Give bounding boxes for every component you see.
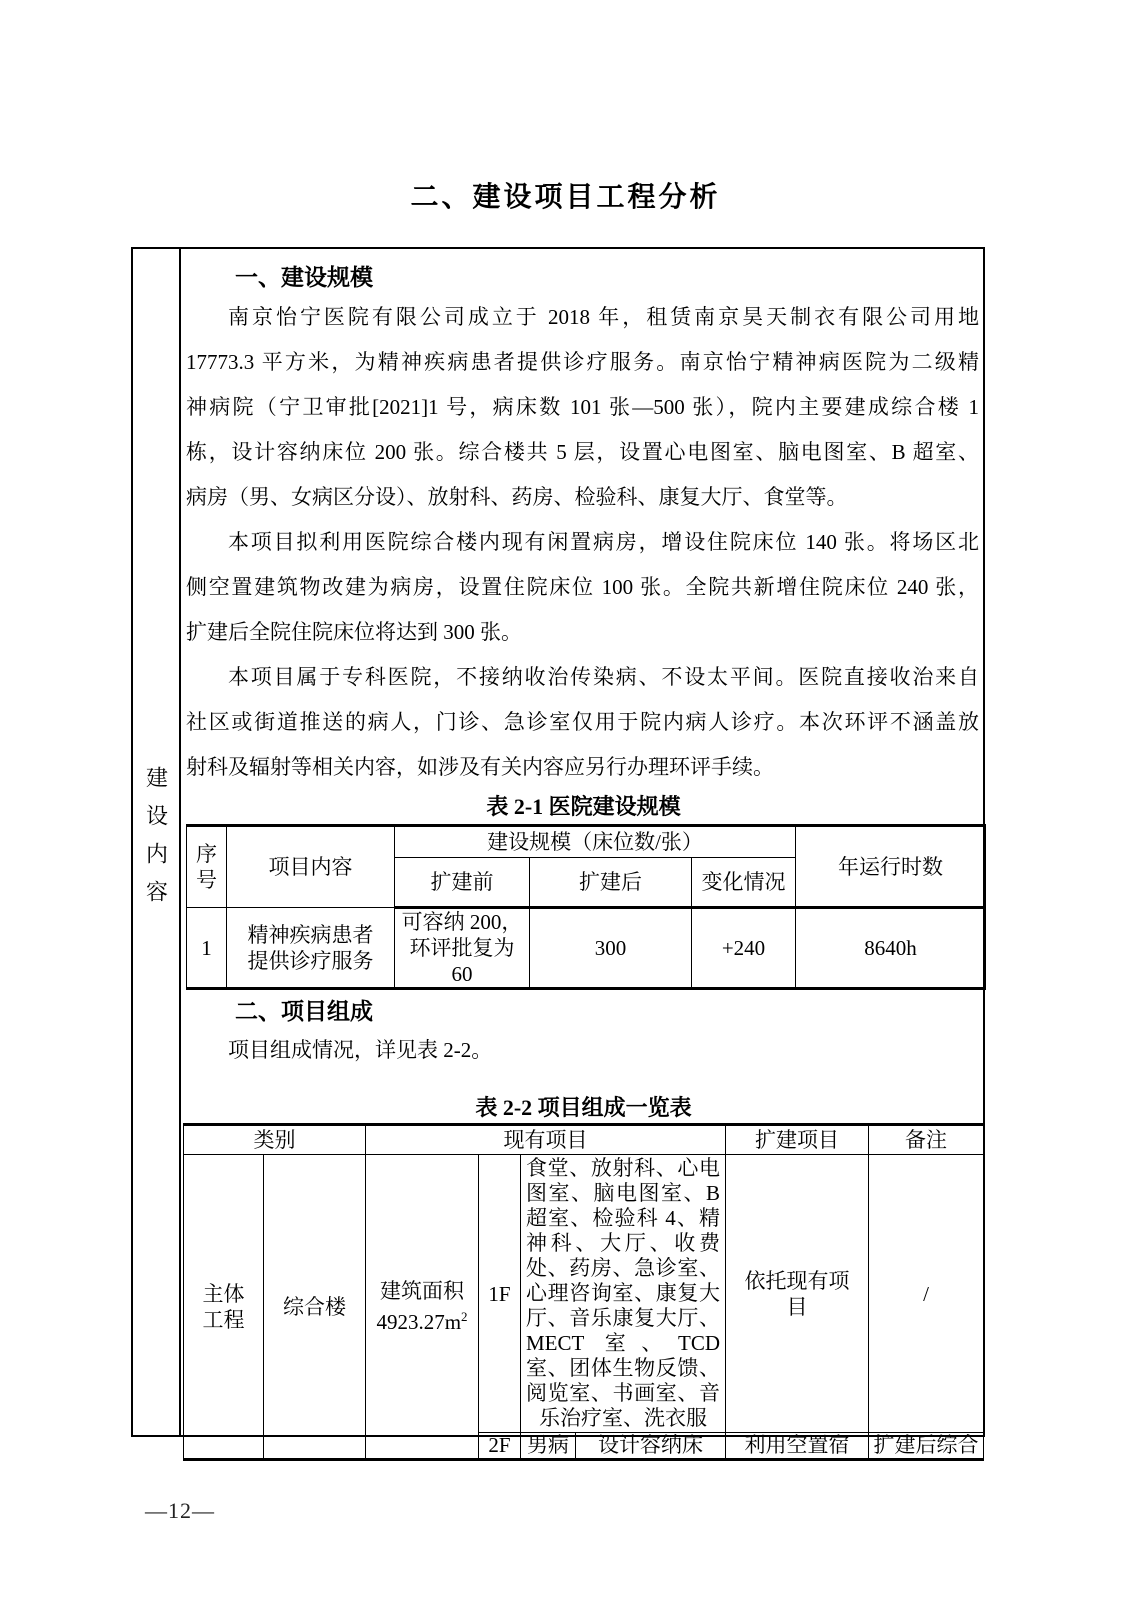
paragraph-line: 病房（男、女病区分设）、放射科、药房、检验科、康复大厅、食堂等。 <box>186 485 848 509</box>
paragraph-line: 神病院（宁卫审批[2021]1 号，病床数 101 张—500 张），院内主要建成综合楼 1 <box>186 395 979 419</box>
cell-floor2-expansion: 利用空置宿 <box>726 1433 869 1460</box>
sidebar-vertical-label: 建设内容 <box>143 766 169 918</box>
header-existing: 现有项目 <box>366 1125 726 1155</box>
header-change: 变化情况 <box>692 858 796 908</box>
section2-heading: 二、项目组成 <box>235 998 373 1024</box>
cell-floor2-remark: 扩建后综合 <box>869 1433 984 1460</box>
paragraph-line: 射科及辐射等相关内容，如涉及有关内容应另行办理环评手续。 <box>186 755 774 779</box>
table-hospital-scale <box>186 824 986 990</box>
cell-floor2: 2F <box>479 1433 521 1460</box>
header-scale-group: 建设规模（床位数/张） <box>395 826 796 858</box>
paragraph-line: 侧空置建筑物改建为病房，设置住院床位 100 张。全院共新增住院床位 240 张， <box>186 575 979 599</box>
header-hours: 年运行时数 <box>796 826 986 908</box>
cell-floor2-ward: 男病 <box>521 1433 576 1460</box>
cell-floor1-expansion: 依托现有项目 <box>726 1155 869 1433</box>
main-content <box>181 249 986 1457</box>
content-frame <box>131 247 985 1457</box>
cell-floor1: 1F <box>479 1155 521 1433</box>
header-before: 扩建前 <box>395 858 530 908</box>
table1-caption: 表 2-1 医院建设规模 <box>486 794 681 819</box>
cell-floor1-rooms: 食堂、放射科、心电图室、脑电图室、B 超室、检验科 4、精神科、大厅、收费处、药房、急诊室、心理咨询室、康复大厅、音乐康复大厅、MECT 室、TCD 室、团体生物反馈、阅览室、书画室、音乐治疗室、洗衣服 <box>521 1155 726 1433</box>
table2-floor1-row <box>184 1155 984 1433</box>
paragraph-line: 社区或街道推送的病人，门诊、急诊室仅用于院内病人诊疗。本次环评不涵盖放 <box>186 710 979 734</box>
paragraph-line: 17773.3 平方米，为精神疾病患者提供诊疗服务。南京怡宁精神病医院为二级精 <box>186 350 979 374</box>
header-after: 扩建后 <box>530 858 692 908</box>
cell-floor2-beds: 设计容纳床 <box>576 1433 726 1460</box>
cell-area <box>366 1155 479 1460</box>
area-superscript: 2 <box>461 1309 468 1324</box>
cell-change: +240 <box>692 908 796 989</box>
paragraph-line: 本项目属于专科医院，不接纳收治传染病、不设太平间。医院直接收治来自 <box>228 665 979 689</box>
cell-building: 综合楼 <box>264 1155 366 1460</box>
paragraph-line: 扩建后全院住院床位将达到 300 张。 <box>186 620 522 644</box>
cell-after: 300 <box>530 908 692 989</box>
cell-seq: 1 <box>187 908 227 989</box>
header-item: 项目内容 <box>227 826 395 908</box>
table2-header-row <box>184 1125 984 1155</box>
table-project-composition <box>183 1123 984 1461</box>
document-title: 二、建设项目工程分析 <box>410 181 721 212</box>
page-number: —12— <box>145 1498 215 1523</box>
cell-hours: 8640h <box>796 908 986 989</box>
area-value: $4923.27m^2$ <box>376 1309 468 1334</box>
sidebar-cell <box>133 249 181 1435</box>
paragraph-line: 本项目拟利用医院综合楼内现有闲置病房，增设住院床位 140 张。将场区北 <box>228 530 979 554</box>
cell-item: 精神疾病患者提供诊疗服务 <box>227 908 395 989</box>
section1-heading: 一、建设规模 <box>235 264 373 290</box>
table1-data-row <box>187 908 986 989</box>
header-remark: 备注 <box>869 1125 984 1155</box>
area-label: 建筑面积 <box>380 1279 464 1303</box>
paragraph-line: 南京怡宁医院有限公司成立于 2018 年，租赁南京昊天制衣有限公司用地 <box>228 305 979 329</box>
paragraph-line: 栋，设计容纳床位 200 张。综合楼共 5 层，设置心电图室、脑电图室、B 超室、 <box>186 440 979 464</box>
header-seq: 序号 <box>187 826 227 908</box>
table2-caption: 表 2-2 项目组成一览表 <box>475 1095 692 1120</box>
table1-header-row-1 <box>187 826 986 858</box>
header-category: 类别 <box>184 1125 366 1155</box>
cell-floor1-remark: / <box>869 1155 984 1433</box>
cell-before: 可容纳 200，环评批复为 60 <box>395 908 530 989</box>
cell-category-main: 主体工程 <box>184 1155 264 1460</box>
section2-intro: 项目组成情况，详见表 2-2。 <box>228 1038 493 1062</box>
header-expansion: 扩建项目 <box>726 1125 869 1155</box>
